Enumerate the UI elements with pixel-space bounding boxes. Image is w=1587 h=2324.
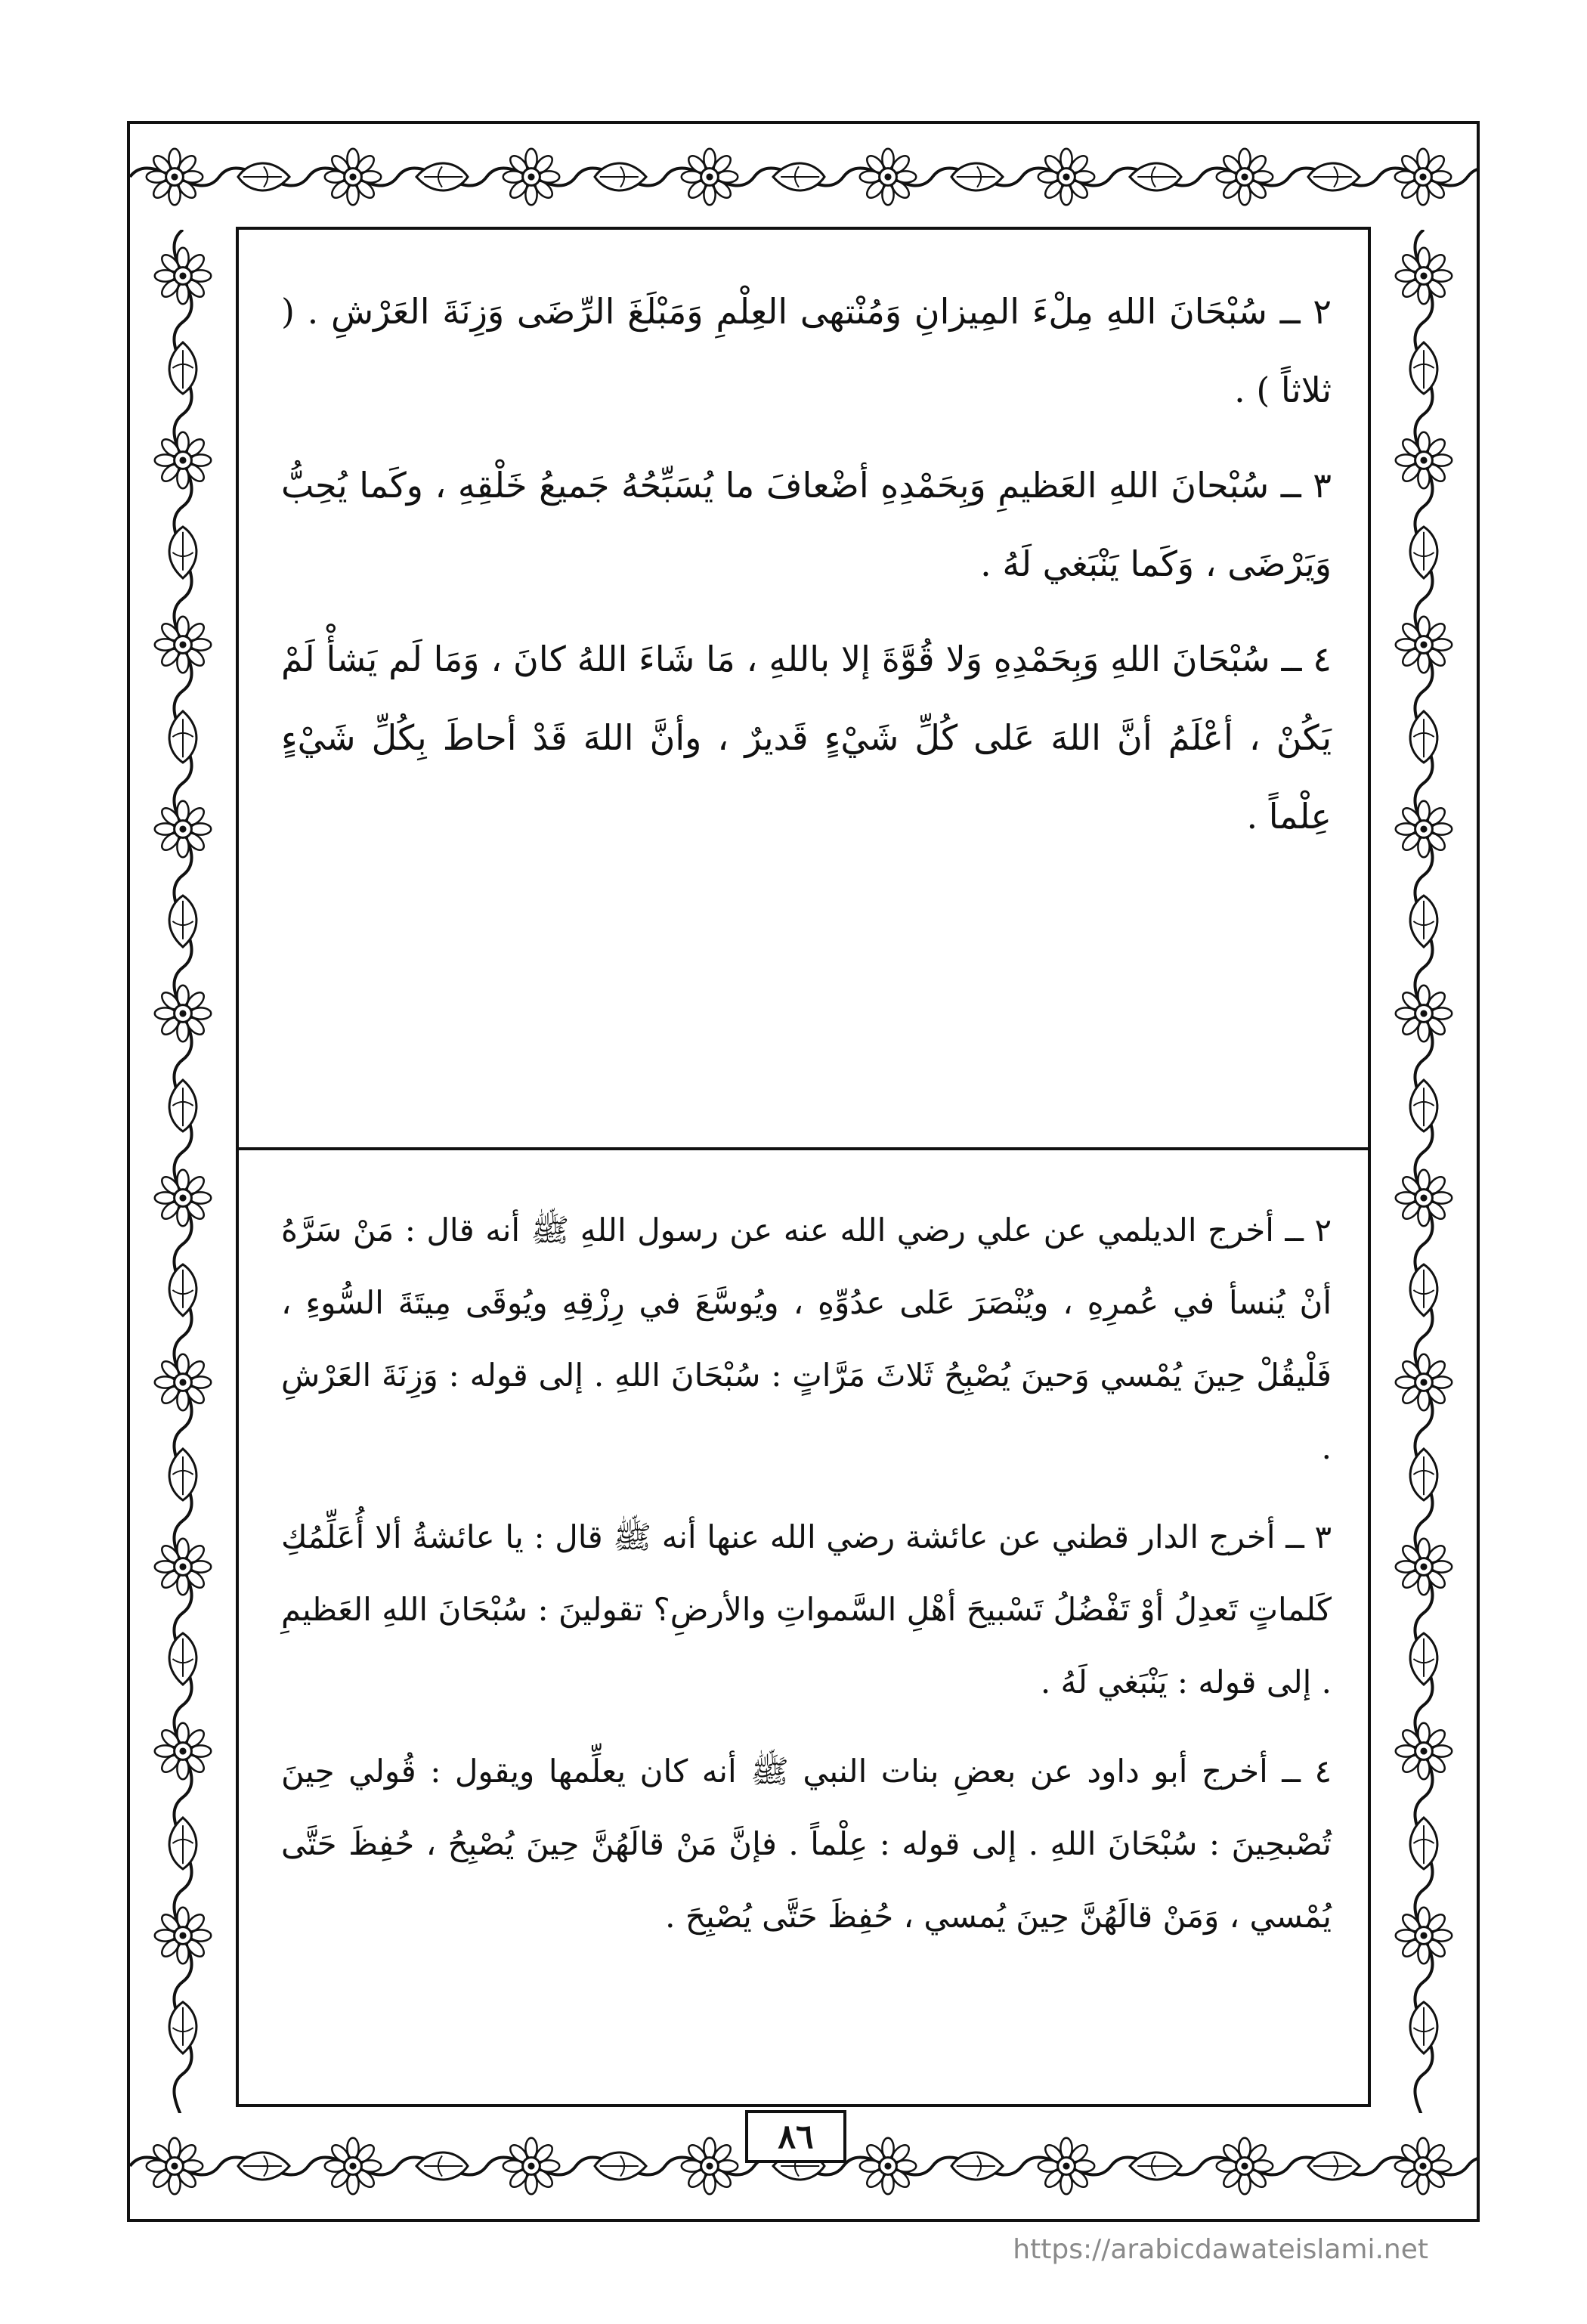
ornamental-border-right [1371,230,1477,2113]
leaf-bud-icon [169,1264,196,1316]
flower-icon [155,617,211,673]
leaf-bud-icon [416,2152,468,2180]
flower-icon [1396,248,1452,304]
leaf-bud-icon [595,163,646,190]
leaf-bud-icon [1410,1080,1437,1131]
floral-ornament-right-icon [1371,230,1477,2113]
flower-icon [1396,801,1452,857]
flower-icon [325,2138,381,2194]
leaf-bud-icon [1308,163,1360,190]
leaf-bud-icon [1130,2152,1181,2180]
dhikr-paragraph-2: ٢ ــ سُبْحَانَ اللهِ مِلْءَ المِيزانِ وَمُنْتهى العِلْمِ وَمَبْلَغَ الرِّضَى وَزِنَةَ العَرْشِ . ( ثلاثاً ) . [281,291,1332,410]
leaf-bud-icon [169,1633,196,1685]
leaf-bud-icon [169,2002,196,2053]
flower-icon [860,149,916,205]
hadith-paragraph-3: ٣ ــ أخرج الدار قطني عن عائشة رضي الله عنها أنه ﷺ قال : يا عائشةُ ألا أُعَلِّمُكِ كَلماتٍ تَعدِلُ أوْ تَفْضُلُ تَسْبيحَ أهْلِ السَّمواتِ والأرضِ؟ تقولينَ : سُبْحَانَ اللهِ العَظيمِ . إلى قوله : يَنْبَغي لَهُ . [281,1518,1332,1700]
leaf-bud-icon [238,163,289,190]
flower-icon [155,986,211,1041]
flower-icon [503,149,559,205]
flower-icon [1217,2138,1273,2194]
leaf-bud-icon [1410,2002,1437,2053]
flower-icon [682,2138,738,2194]
flower-icon [155,1723,211,1779]
flower-icon [1395,149,1451,205]
flower-icon [1038,2138,1094,2194]
page-number [745,2110,846,2163]
flower-icon [1396,1539,1452,1595]
hadith-section [281,1194,1332,1970]
flower-icon [1396,1354,1452,1410]
leaf-bud-icon [169,1449,196,1500]
flower-icon [503,2138,559,2194]
dhikr-paragraph-3: ٣ ــ سُبْحانَ اللهِ العَظيمِ وَبِحَمْدِهِ أضْعافَ ما يُسَبِّحُهُ جَميعُ خَلْقِهِ ، وكَما يُحِبُّ وَيَرْضَى ، وَكَما يَنْبَغي لَهُ . [281,465,1332,584]
floral-ornament-top-icon [130,124,1477,230]
leaf-bud-icon [1410,342,1437,394]
leaf-bud-icon [169,527,196,578]
section-divider [236,1147,1371,1150]
flower-icon [1396,986,1452,1041]
leaf-bud-icon [1410,1264,1437,1316]
leaf-bud-icon [1410,1818,1437,1869]
dhikr-paragraph-4: ٤ ــ سُبْحَانَ اللهِ وَبِحَمْدِهِ وَلا قُوَّةَ إلا باللهِ ، مَا شَاءَ اللهُ كانَ ، وَمَا لَم يَشأْ لَمْ يَكُنْ ، أعْلَمُ أنَّ اللهَ عَلى كُلِّ شَيْءٍ قَديرٌ ، وأنَّ اللهَ قَدْ أحاطَ بِكُلِّ شَيْءٍ عِلْماً . [281,639,1332,837]
flower-icon [1038,149,1094,205]
leaf-bud-icon [951,163,1003,190]
leaf-bud-icon [1410,527,1437,578]
leaf-bud-icon [238,2152,289,2180]
flower-icon [1396,1170,1452,1226]
flower-icon [155,1170,211,1226]
leaf-bud-icon [416,163,468,190]
flower-icon [1396,432,1452,488]
leaf-bud-icon [1130,163,1181,190]
flower-icon [1396,1723,1452,1779]
flower-icon [147,149,203,205]
leaf-bud-icon [169,896,196,947]
leaf-bud-icon [1410,896,1437,947]
ornamental-border-top [130,124,1477,230]
flower-icon [155,1908,211,1963]
leaf-bud-icon [773,163,824,190]
flower-icon [1396,617,1452,673]
floral-ornament-left-icon [130,230,236,2113]
flower-icon [155,801,211,857]
leaf-bud-icon [1410,1633,1437,1685]
flower-icon [155,1539,211,1595]
flower-icon [682,149,738,205]
adhkar-section [281,272,1332,872]
leaf-bud-icon [1308,2152,1360,2180]
leaf-bud-icon [169,711,196,763]
leaf-bud-icon [951,2152,1003,2180]
leaf-bud-icon [1410,1449,1437,1500]
hadith-paragraph-4: ٤ ــ أخرج أبو داود عن بعضِ بنات النبي ﷺ أنه كان يعلِّمها ويقول : قُولي حِينَ تُصْبحِينَ : سُبْحَانَ اللهِ . إلى قوله : عِلْماً . فإنَّ مَنْ قالَهُنَّ حِينَ يُصْبِحُ ، حُفِظَ حَتَّى يُمْسي ، وَمَنْ قالَهُنَّ حِينَ يُمسي ، حُفِظَ حَتَّى يُصْبِحَ . [281,1753,1332,1935]
flower-icon [1217,149,1273,205]
flower-icon [1395,2138,1451,2194]
leaf-bud-icon [169,342,196,394]
page-number-label: ٨٦ [778,2117,814,2156]
flower-icon [155,432,211,488]
flower-icon [860,2138,916,2194]
hadith-paragraph-2: ٢ ــ أخرج الديلمي عن علي رضي الله عنه عن رسول اللهِ ﷺ أنه قال : مَنْ سَرَّهُ أنْ يُنسأ في عُمرِهِ ، ويُنْصَرَ عَلى عدُوِّهِ ، ويُوسَّعَ في رِزْقِهِ ويُوقَى مِيتَةَ السُّوءِ ، فَلْيقُلْ حِينَ يُمْسي وَحينَ يُصْبِحُ ثَلاثَ مَرَّاتٍ : سُبْحَانَ اللهِ . إلى قوله : وَزِنَةَ العَرْشِ . [281,1212,1332,1466]
flower-icon [1396,1908,1452,1963]
flower-icon [147,2138,203,2194]
leaf-bud-icon [1410,711,1437,763]
leaf-bud-icon [169,1818,196,1869]
ornamental-border-left [130,230,236,2113]
leaf-bud-icon [595,2152,646,2180]
flower-icon [155,248,211,304]
leaf-bud-icon [169,1080,196,1131]
watermark-url: https://arabicdawateislami.net [1013,2234,1428,2265]
flower-icon [155,1354,211,1410]
flower-icon [325,149,381,205]
